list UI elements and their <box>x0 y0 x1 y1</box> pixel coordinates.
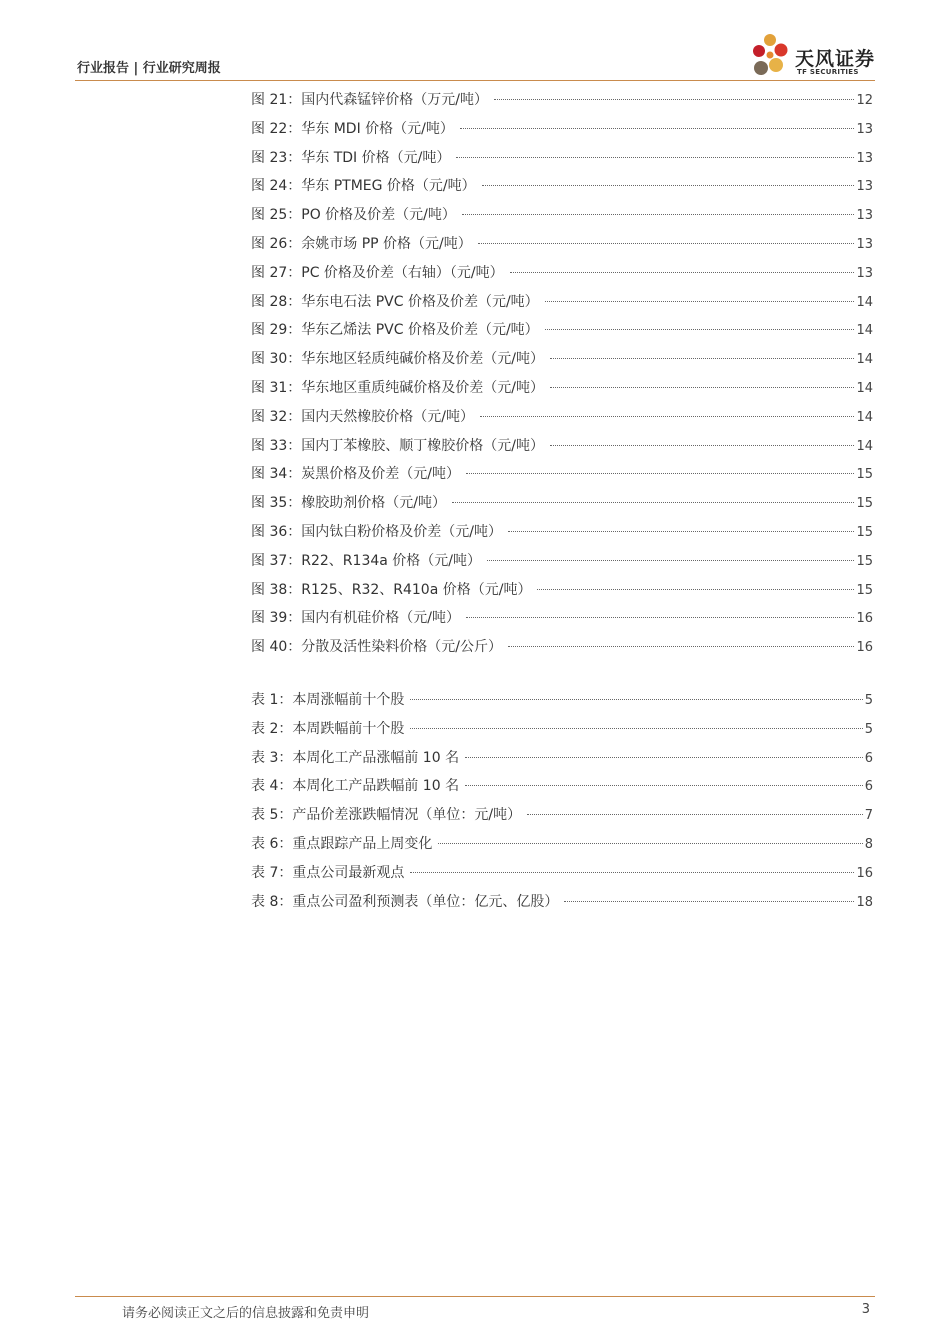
toc-entry-label: 图 37：R22、R134a 价格（元/吨） <box>251 552 482 569</box>
toc-entry-label: 表 5：产品价差涨跌幅情况（单位：元/吨） <box>251 807 522 824</box>
table-list <box>251 686 873 916</box>
toc-dot-leader <box>460 127 855 129</box>
toc-entry[interactable] <box>251 144 873 173</box>
toc-entry-label: 表 8：重点公司盈利预测表（单位：亿元、亿股） <box>251 893 559 910</box>
toc-dot-leader <box>494 98 854 100</box>
toc-dot-leader <box>466 616 854 618</box>
toc-dot-leader <box>462 213 855 215</box>
toc-dot-leader <box>410 727 862 729</box>
toc-entry-page: 13 <box>856 150 873 166</box>
toc-entry[interactable] <box>251 230 873 259</box>
toc-dot-leader <box>537 588 854 590</box>
toc-entry-page: 18 <box>856 894 873 910</box>
toc-entry[interactable] <box>251 345 873 374</box>
toc-entry-label: 图 23：华东 TDI 价格（元/吨） <box>251 149 451 166</box>
toc-entry[interactable] <box>251 801 873 830</box>
figure-list <box>251 86 873 662</box>
toc-entry-label: 图 34：炭黑价格及价差（元/吨） <box>251 466 460 483</box>
report-header-title: 行业报告 | 行业研究周报 <box>77 61 221 76</box>
toc-entry-page: 12 <box>856 93 873 108</box>
toc-entry-page: 14 <box>856 352 873 368</box>
toc-entry-label: 表 4：本周化工产品跌幅前 10 名 <box>251 778 460 795</box>
toc-dot-leader <box>508 530 854 532</box>
toc-dot-leader <box>487 559 854 561</box>
toc-entry-label: 图 30：华东地区轻质纯碱价格及价差（元/吨） <box>251 351 544 368</box>
toc-entry[interactable] <box>251 259 873 288</box>
toc-dot-leader <box>452 501 854 503</box>
toc-entry-label: 图 32：国内天然橡胶价格（元/吨） <box>251 408 474 425</box>
toc-dot-leader <box>465 784 863 786</box>
toc-entry-label: 图 27：PC 价格及价差（右轴）（元/吨） <box>251 264 504 281</box>
toc-entry-page: 15 <box>856 582 873 598</box>
toc-dot-leader <box>550 357 854 359</box>
toc-entry-label: 表 7：重点公司最新观点 <box>251 864 405 881</box>
toc-entry[interactable] <box>251 288 873 317</box>
toc-entry-page: 8 <box>864 836 873 852</box>
toc-dot-leader <box>564 900 854 902</box>
toc-dot-leader <box>465 756 863 758</box>
toc-entry-label: 图 29：华东乙烯法 PVC 价格及价差（元/吨） <box>251 322 539 339</box>
toc-entry[interactable] <box>251 403 873 432</box>
toc-entry-page: 6 <box>864 779 873 795</box>
toc-dot-leader <box>508 645 854 647</box>
toc-entry-label: 图 25：PO 价格及价差（元/吨） <box>251 207 456 224</box>
toc-entry[interactable] <box>251 547 873 576</box>
toc-entry[interactable] <box>251 772 873 801</box>
toc-entry-label: 图 31：华东地区重质纯碱价格及价差（元/吨） <box>251 379 544 396</box>
toc-entry-page: 13 <box>856 208 873 224</box>
toc-entry-page: 5 <box>864 693 873 708</box>
brand-logo <box>748 30 878 82</box>
toc-dot-leader <box>482 184 855 186</box>
toc-entry[interactable] <box>251 518 873 547</box>
footer-divider <box>75 1296 875 1297</box>
toc-entry[interactable] <box>251 432 873 461</box>
toc-entry[interactable] <box>251 715 873 744</box>
toc-entry[interactable] <box>251 576 873 605</box>
toc-entry-page: 16 <box>856 640 873 656</box>
toc-entry-label: 图 28：华东电石法 PVC 价格及价差（元/吨） <box>251 293 539 310</box>
toc-entry-page: 14 <box>856 294 873 310</box>
toc-entry[interactable] <box>251 374 873 403</box>
footer-disclaimer: 请务必阅读正文之后的信息披露和免责申明 <box>122 1306 370 1321</box>
toc-entry-label: 图 26：余姚市场 PP 价格（元/吨） <box>251 235 472 252</box>
toc-dot-leader <box>550 444 854 446</box>
toc-entry-label: 图 38：R125、R32、R410a 价格（元/吨） <box>251 581 532 598</box>
toc-entry[interactable] <box>251 888 873 917</box>
toc-entry[interactable] <box>251 172 873 201</box>
toc-entry-page: 15 <box>856 553 873 569</box>
toc-entry-page: 13 <box>856 265 873 281</box>
toc-entry-label: 图 22：华东 MDI 价格（元/吨） <box>251 120 454 137</box>
toc-dot-leader <box>410 698 862 700</box>
toc-entry-page: 15 <box>856 467 873 483</box>
toc-entry-label: 图 21：国内代森锰锌价格（万元/吨） <box>251 92 488 108</box>
brand-name: 天风证券 <box>795 48 876 70</box>
toc-entry[interactable] <box>251 316 873 345</box>
toc-entry-label: 图 39：国内有机硅价格（元/吨） <box>251 610 460 627</box>
toc-entry-label: 图 36：国内钛白粉价格及价差（元/吨） <box>251 523 502 540</box>
toc-entry-label: 表 3：本周化工产品涨幅前 10 名 <box>251 749 460 766</box>
toc-entry[interactable] <box>251 604 873 633</box>
toc-dot-leader <box>438 842 862 844</box>
toc-entry-label: 表 2：本周跌幅前十个股 <box>251 720 405 737</box>
toc-entry-page: 15 <box>856 496 873 512</box>
toc-entry[interactable] <box>251 633 873 662</box>
toc-entry[interactable] <box>251 859 873 888</box>
toc-entry[interactable] <box>251 201 873 230</box>
toc-entry-label: 图 40：分散及活性染料价格（元/公斤） <box>251 639 502 656</box>
toc-entry-page: 14 <box>856 438 873 454</box>
toc-entry-label: 表 6：重点跟踪产品上周变化 <box>251 835 433 852</box>
flower-logo-icon <box>748 30 794 82</box>
toc-entry-page: 13 <box>856 236 873 252</box>
toc-entry[interactable] <box>251 830 873 859</box>
toc-entry-page: 15 <box>856 524 873 540</box>
toc-entry-page: 7 <box>864 808 873 824</box>
toc-entry-page: 16 <box>856 611 873 627</box>
toc-dot-leader <box>466 472 854 474</box>
toc-entry-page: 13 <box>856 179 873 195</box>
toc-entry-page: 14 <box>856 409 873 425</box>
toc-dot-leader <box>550 386 854 388</box>
toc-entry-page: 16 <box>856 865 873 881</box>
toc-dot-leader <box>545 328 855 330</box>
toc-entry[interactable] <box>251 686 873 715</box>
page-number: 3 <box>861 1302 870 1317</box>
toc-entry-label: 图 24：华东 PTMEG 价格（元/吨） <box>251 178 476 195</box>
brand-subtitle: TF SECURITIES <box>797 68 859 76</box>
toc-dot-leader <box>510 271 855 273</box>
toc-entry[interactable] <box>251 115 873 144</box>
toc-dot-leader <box>545 300 855 302</box>
toc-dot-leader <box>456 156 854 158</box>
toc-entry-label: 表 1：本周涨幅前十个股 <box>251 692 405 708</box>
toc-entry-page: 14 <box>856 323 873 339</box>
toc-entry-label: 图 35：橡胶助剂价格（元/吨） <box>251 495 446 512</box>
toc-entry[interactable] <box>251 744 873 773</box>
toc-entry-page: 5 <box>864 721 873 737</box>
toc-entry-label: 图 33：国内丁苯橡胶、顺丁橡胶价格（元/吨） <box>251 437 544 454</box>
toc-entry-page: 6 <box>864 750 873 766</box>
header-divider <box>75 80 875 81</box>
toc-entry-page: 13 <box>856 121 873 137</box>
toc-dot-leader <box>480 415 854 417</box>
toc-entry[interactable] <box>251 86 873 115</box>
toc-entry[interactable] <box>251 460 873 489</box>
toc-dot-leader <box>478 242 855 244</box>
toc-dot-leader <box>527 813 863 815</box>
toc-entry[interactable] <box>251 489 873 518</box>
toc-dot-leader <box>410 871 854 873</box>
toc-entry-page: 14 <box>856 380 873 396</box>
